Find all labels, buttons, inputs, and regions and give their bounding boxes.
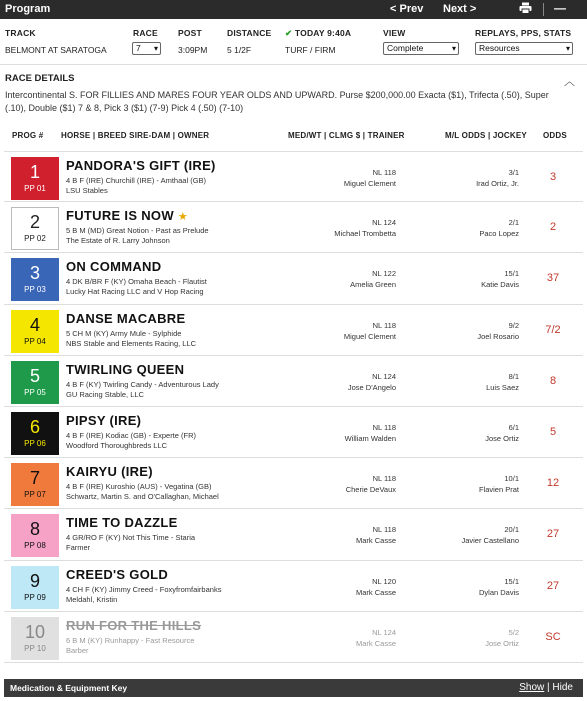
jockey: Jose Ortiz bbox=[485, 434, 519, 443]
morning-line-odds: 15/1 bbox=[504, 576, 519, 586]
horse-name[interactable] bbox=[66, 158, 220, 173]
program-number-badge bbox=[11, 514, 59, 557]
med-weight: NL 118 bbox=[372, 474, 396, 484]
horse-name[interactable] bbox=[66, 515, 182, 530]
program-number: 7 bbox=[29, 468, 40, 489]
live-odds: 2 bbox=[549, 221, 557, 234]
header-divider bbox=[543, 3, 544, 16]
live-odds: 27 bbox=[546, 579, 560, 592]
horse-name-text: KAIRYU (IRE) bbox=[66, 464, 153, 480]
minus-icon[interactable]: — bbox=[554, 1, 566, 15]
live-odds: 12 bbox=[546, 477, 560, 490]
post-position: PP 01 bbox=[24, 184, 46, 193]
horse-owner: Lucky Hat Racing LLC and V Hop Racing bbox=[66, 287, 204, 297]
morning-line-odds: 3/1 bbox=[508, 168, 519, 177]
trainer: Amelia Green bbox=[350, 280, 396, 290]
morning-line-odds: 20/1 bbox=[504, 525, 519, 535]
jockey: Joel Rosario bbox=[477, 331, 519, 341]
medication-key-links bbox=[519, 682, 573, 693]
resources-select-value: Resources bbox=[479, 43, 520, 53]
program-number: 5 bbox=[29, 365, 40, 386]
morning-line-odds: 2/1 bbox=[508, 218, 519, 228]
chevron-up-icon[interactable]: ︿ bbox=[564, 76, 575, 88]
jockey: Javier Castellano bbox=[461, 536, 519, 546]
post-label: POST bbox=[178, 28, 202, 38]
post-position: PP 04 bbox=[24, 336, 46, 346]
column-ml-jockey: M/L ODDS | JOCKEY bbox=[445, 131, 527, 140]
horse-name-text: FUTURE IS NOW bbox=[66, 208, 174, 224]
race-select[interactable] bbox=[132, 42, 161, 55]
distance-value: 5 1/2F bbox=[227, 45, 252, 55]
view-label: VIEW bbox=[383, 28, 406, 38]
program-number-badge bbox=[11, 617, 59, 660]
post-position: PP 02 bbox=[24, 234, 46, 244]
horse-name-text: TIME TO DAZZLE bbox=[66, 515, 178, 531]
trainer: William Walden bbox=[344, 434, 396, 443]
chevron-down-icon: ▾ bbox=[153, 44, 158, 53]
today-status bbox=[285, 28, 351, 39]
post-position: PP 03 bbox=[24, 285, 46, 295]
live-odds: 3 bbox=[549, 171, 557, 183]
horse-name[interactable] bbox=[66, 618, 205, 633]
program-title: Program bbox=[5, 3, 51, 15]
horse-owner: LSU Stables bbox=[66, 186, 108, 195]
trainer: Mark Casse bbox=[355, 638, 396, 648]
med-weight: NL 118 bbox=[372, 525, 396, 535]
program-number-badge bbox=[11, 463, 59, 506]
program-number: 2 bbox=[29, 212, 40, 233]
horse-name-text: CREED'S GOLD bbox=[66, 566, 169, 582]
live-odds: 5 bbox=[549, 426, 557, 438]
chevron-down-icon: ▾ bbox=[565, 44, 570, 53]
hide-link[interactable]: Hide bbox=[552, 682, 573, 693]
program-number: 6 bbox=[29, 417, 40, 437]
jockey: Irad Ortiz, Jr. bbox=[476, 179, 519, 188]
program-number: 1 bbox=[29, 162, 40, 182]
horse-owner: Farmer bbox=[66, 543, 91, 553]
entry-row[interactable] bbox=[4, 561, 583, 612]
surface-value: TURF / FIRM bbox=[285, 45, 336, 55]
view-select[interactable] bbox=[383, 42, 459, 55]
horse-name-text: ON COMMAND bbox=[66, 259, 162, 275]
program-number: 4 bbox=[29, 314, 40, 335]
trainer: Miguel Clement bbox=[343, 331, 396, 341]
horse-name[interactable] bbox=[66, 362, 188, 377]
link-divider: | bbox=[547, 682, 550, 693]
jockey: Paco Lopez bbox=[479, 229, 519, 239]
jockey: Dylan Davis bbox=[478, 587, 519, 597]
column-prog: PROG # bbox=[12, 131, 44, 140]
horse-breed: 6 B M (KY) Runhappy - Fast Resource bbox=[66, 635, 195, 645]
trainer: Miguel Clement bbox=[343, 179, 396, 188]
entry-row[interactable] bbox=[4, 151, 583, 202]
entry-row[interactable] bbox=[4, 356, 583, 407]
prev-race-button[interactable]: < Prev bbox=[390, 3, 424, 15]
horse-name-text: PIPSY (IRE) bbox=[66, 413, 142, 428]
horse-owner: Schwartz, Martin S. and O'Callaghan, Michael bbox=[66, 492, 219, 502]
med-weight: NL 118 bbox=[372, 168, 396, 177]
morning-line-odds: 10/1 bbox=[504, 474, 519, 484]
horse-name-text: DANSE MACABRE bbox=[66, 310, 186, 326]
horse-owner: Barber bbox=[66, 645, 89, 655]
entry-row[interactable] bbox=[4, 253, 583, 304]
check-circle-icon: ✔ bbox=[285, 28, 293, 38]
race-label: RACE bbox=[133, 28, 158, 38]
column-odds: ODDS bbox=[543, 131, 567, 140]
view-select-value: Complete bbox=[387, 43, 424, 53]
med-weight: NL 124 bbox=[372, 218, 396, 228]
program-number-badge bbox=[11, 566, 59, 609]
printer-icon[interactable] bbox=[519, 2, 532, 17]
race-details-text: Intercontinental S. FOR FILLIES AND MARES FOUR YEAR OLDS AND UPWARD. Purse $200,000.00 Exacta ($1), Trifecta (.50), Super (.10), Double ($1) 7 & 8, Pick 3 ($1) (7-9) Pick 4 (.50) (7-10) bbox=[5, 90, 549, 113]
horse-name[interactable] bbox=[66, 413, 145, 428]
horse-name-text: TWIRLING QUEEN bbox=[66, 361, 185, 377]
horse-breed: 4 CH F (KY) Jimmy Creed - Foxyfromfairbanks bbox=[66, 584, 222, 594]
program-number: 8 bbox=[29, 519, 40, 540]
program-number-badge bbox=[11, 207, 59, 250]
horse-name[interactable] bbox=[66, 208, 188, 223]
jockey: Jose Ortiz bbox=[485, 638, 519, 648]
horse-name-text: RUN FOR THE HILLS bbox=[66, 617, 202, 633]
jockey: Luis Saez bbox=[486, 382, 519, 392]
entry-row[interactable] bbox=[4, 202, 583, 253]
med-weight: NL 120 bbox=[372, 576, 396, 586]
med-weight: NL 118 bbox=[372, 320, 396, 330]
morning-line-odds: 15/1 bbox=[504, 269, 519, 279]
medication-key-bar bbox=[4, 679, 583, 697]
today-label: TODAY 9:40A bbox=[294, 28, 352, 38]
program-number-badge bbox=[11, 412, 59, 455]
post-position: PP 05 bbox=[24, 387, 46, 397]
horse-breed: 4 B F (IRE) Churchill (IRE) - Amthaal (GB) bbox=[66, 176, 207, 185]
live-odds: 8 bbox=[549, 374, 557, 387]
post-position: PP 06 bbox=[24, 439, 46, 448]
trainer: Michael Trombetta bbox=[334, 229, 396, 239]
program-number: 3 bbox=[29, 263, 40, 284]
jockey: Katie Davis bbox=[481, 280, 519, 290]
horse-owner: Woodford Thoroughbreds LLC bbox=[66, 441, 168, 450]
entry-row[interactable] bbox=[4, 458, 583, 509]
show-link[interactable]: Show bbox=[519, 682, 545, 693]
medication-key-title: Medication & Equipment Key bbox=[10, 683, 128, 693]
horse-name[interactable] bbox=[66, 311, 189, 326]
horse-owner: NBS Stable and Elements Racing, LLC bbox=[66, 338, 197, 348]
star-icon: ★ bbox=[177, 211, 189, 224]
resources-select[interactable] bbox=[475, 42, 573, 55]
trainer: Jose D'Angelo bbox=[347, 382, 396, 392]
live-odds: 37 bbox=[546, 272, 560, 285]
race-filters bbox=[0, 19, 587, 64]
post-position: PP 08 bbox=[24, 541, 46, 551]
med-weight: NL 124 bbox=[372, 371, 396, 381]
next-race-button[interactable]: Next > bbox=[443, 3, 477, 15]
med-weight: NL 124 bbox=[372, 627, 396, 637]
horse-breed: 4 B F (IRE) Kodiac (GB) - Experte (FR) bbox=[66, 431, 197, 440]
program-number-badge bbox=[11, 258, 59, 301]
race-details-heading: RACE DETAILS bbox=[5, 73, 75, 84]
live-odds: 27 bbox=[546, 528, 560, 541]
race-select-value: 7 bbox=[136, 43, 141, 53]
horse-breed: 4 GR/RO F (KY) Not This Time - Staria bbox=[66, 533, 196, 543]
column-med: MED/WT | CLMG $ | TRAINER bbox=[288, 131, 405, 140]
post-value: 3:09PM bbox=[178, 45, 208, 55]
med-weight: NL 122 bbox=[372, 269, 396, 279]
horse-breed: 4 B F (IRE) Kuroshio (AUS) - Vegatina (GB) bbox=[66, 482, 212, 492]
replays-label: REPLAYS, PPS, STATS bbox=[475, 28, 572, 38]
program-number: 10 bbox=[24, 621, 46, 642]
horse-name[interactable] bbox=[66, 464, 157, 479]
column-horse: HORSE | BREED SIRE-DAM | OWNER bbox=[61, 131, 210, 140]
program-number-badge bbox=[11, 310, 59, 353]
horse-name-text: PANDORA'S GIFT (IRE) bbox=[66, 158, 216, 173]
post-position: PP 10 bbox=[24, 643, 46, 653]
live-odds: 7/2 bbox=[545, 323, 561, 336]
program-header-bar bbox=[0, 0, 587, 19]
program-number-badge bbox=[11, 361, 59, 404]
post-position: PP 09 bbox=[24, 592, 46, 602]
track-label: TRACK bbox=[5, 28, 36, 38]
med-weight: NL 118 bbox=[372, 423, 396, 432]
horse-name[interactable] bbox=[66, 259, 165, 274]
program-number: 9 bbox=[29, 570, 40, 591]
live-odds: SC bbox=[545, 630, 561, 643]
morning-line-odds: 5/2 bbox=[508, 627, 519, 637]
horse-owner: The Estate of R. Larry Johnson bbox=[66, 236, 170, 246]
entry-row[interactable] bbox=[4, 407, 583, 458]
horse-breed: 5 CH M (KY) Army Mule - Sylphide bbox=[66, 328, 182, 338]
post-position: PP 07 bbox=[24, 490, 46, 500]
program-number-badge bbox=[11, 157, 59, 200]
trainer: Mark Casse bbox=[355, 587, 396, 597]
chevron-down-icon: ▾ bbox=[451, 44, 456, 53]
track-value: BELMONT AT SARATOGA bbox=[5, 45, 107, 55]
entry-row[interactable] bbox=[4, 305, 583, 356]
morning-line-odds: 6/1 bbox=[508, 423, 519, 432]
entry-row[interactable] bbox=[4, 612, 583, 663]
trainer: Mark Casse bbox=[355, 536, 396, 546]
horse-name[interactable] bbox=[66, 567, 172, 582]
jockey: Flavien Prat bbox=[478, 485, 519, 495]
morning-line-odds: 9/2 bbox=[508, 320, 519, 330]
horse-owner: GU Racing Stable, LLC bbox=[66, 389, 144, 399]
morning-line-odds: 8/1 bbox=[508, 371, 519, 381]
race-details-panel bbox=[0, 64, 587, 124]
horse-breed: 4 DK B/BR F (KY) Omaha Beach - Flautist bbox=[66, 277, 207, 287]
distance-label: DISTANCE bbox=[227, 28, 272, 38]
entry-row[interactable] bbox=[4, 509, 583, 560]
horse-breed: 4 B F (KY) Twirling Candy - Adventurous Lady bbox=[66, 379, 219, 389]
trainer: Cherie DeVaux bbox=[345, 485, 396, 495]
horse-breed: 5 B M (MD) Great Notion - Past as Prelude bbox=[66, 226, 209, 236]
horse-owner: Meldahl, Kristin bbox=[66, 594, 118, 604]
